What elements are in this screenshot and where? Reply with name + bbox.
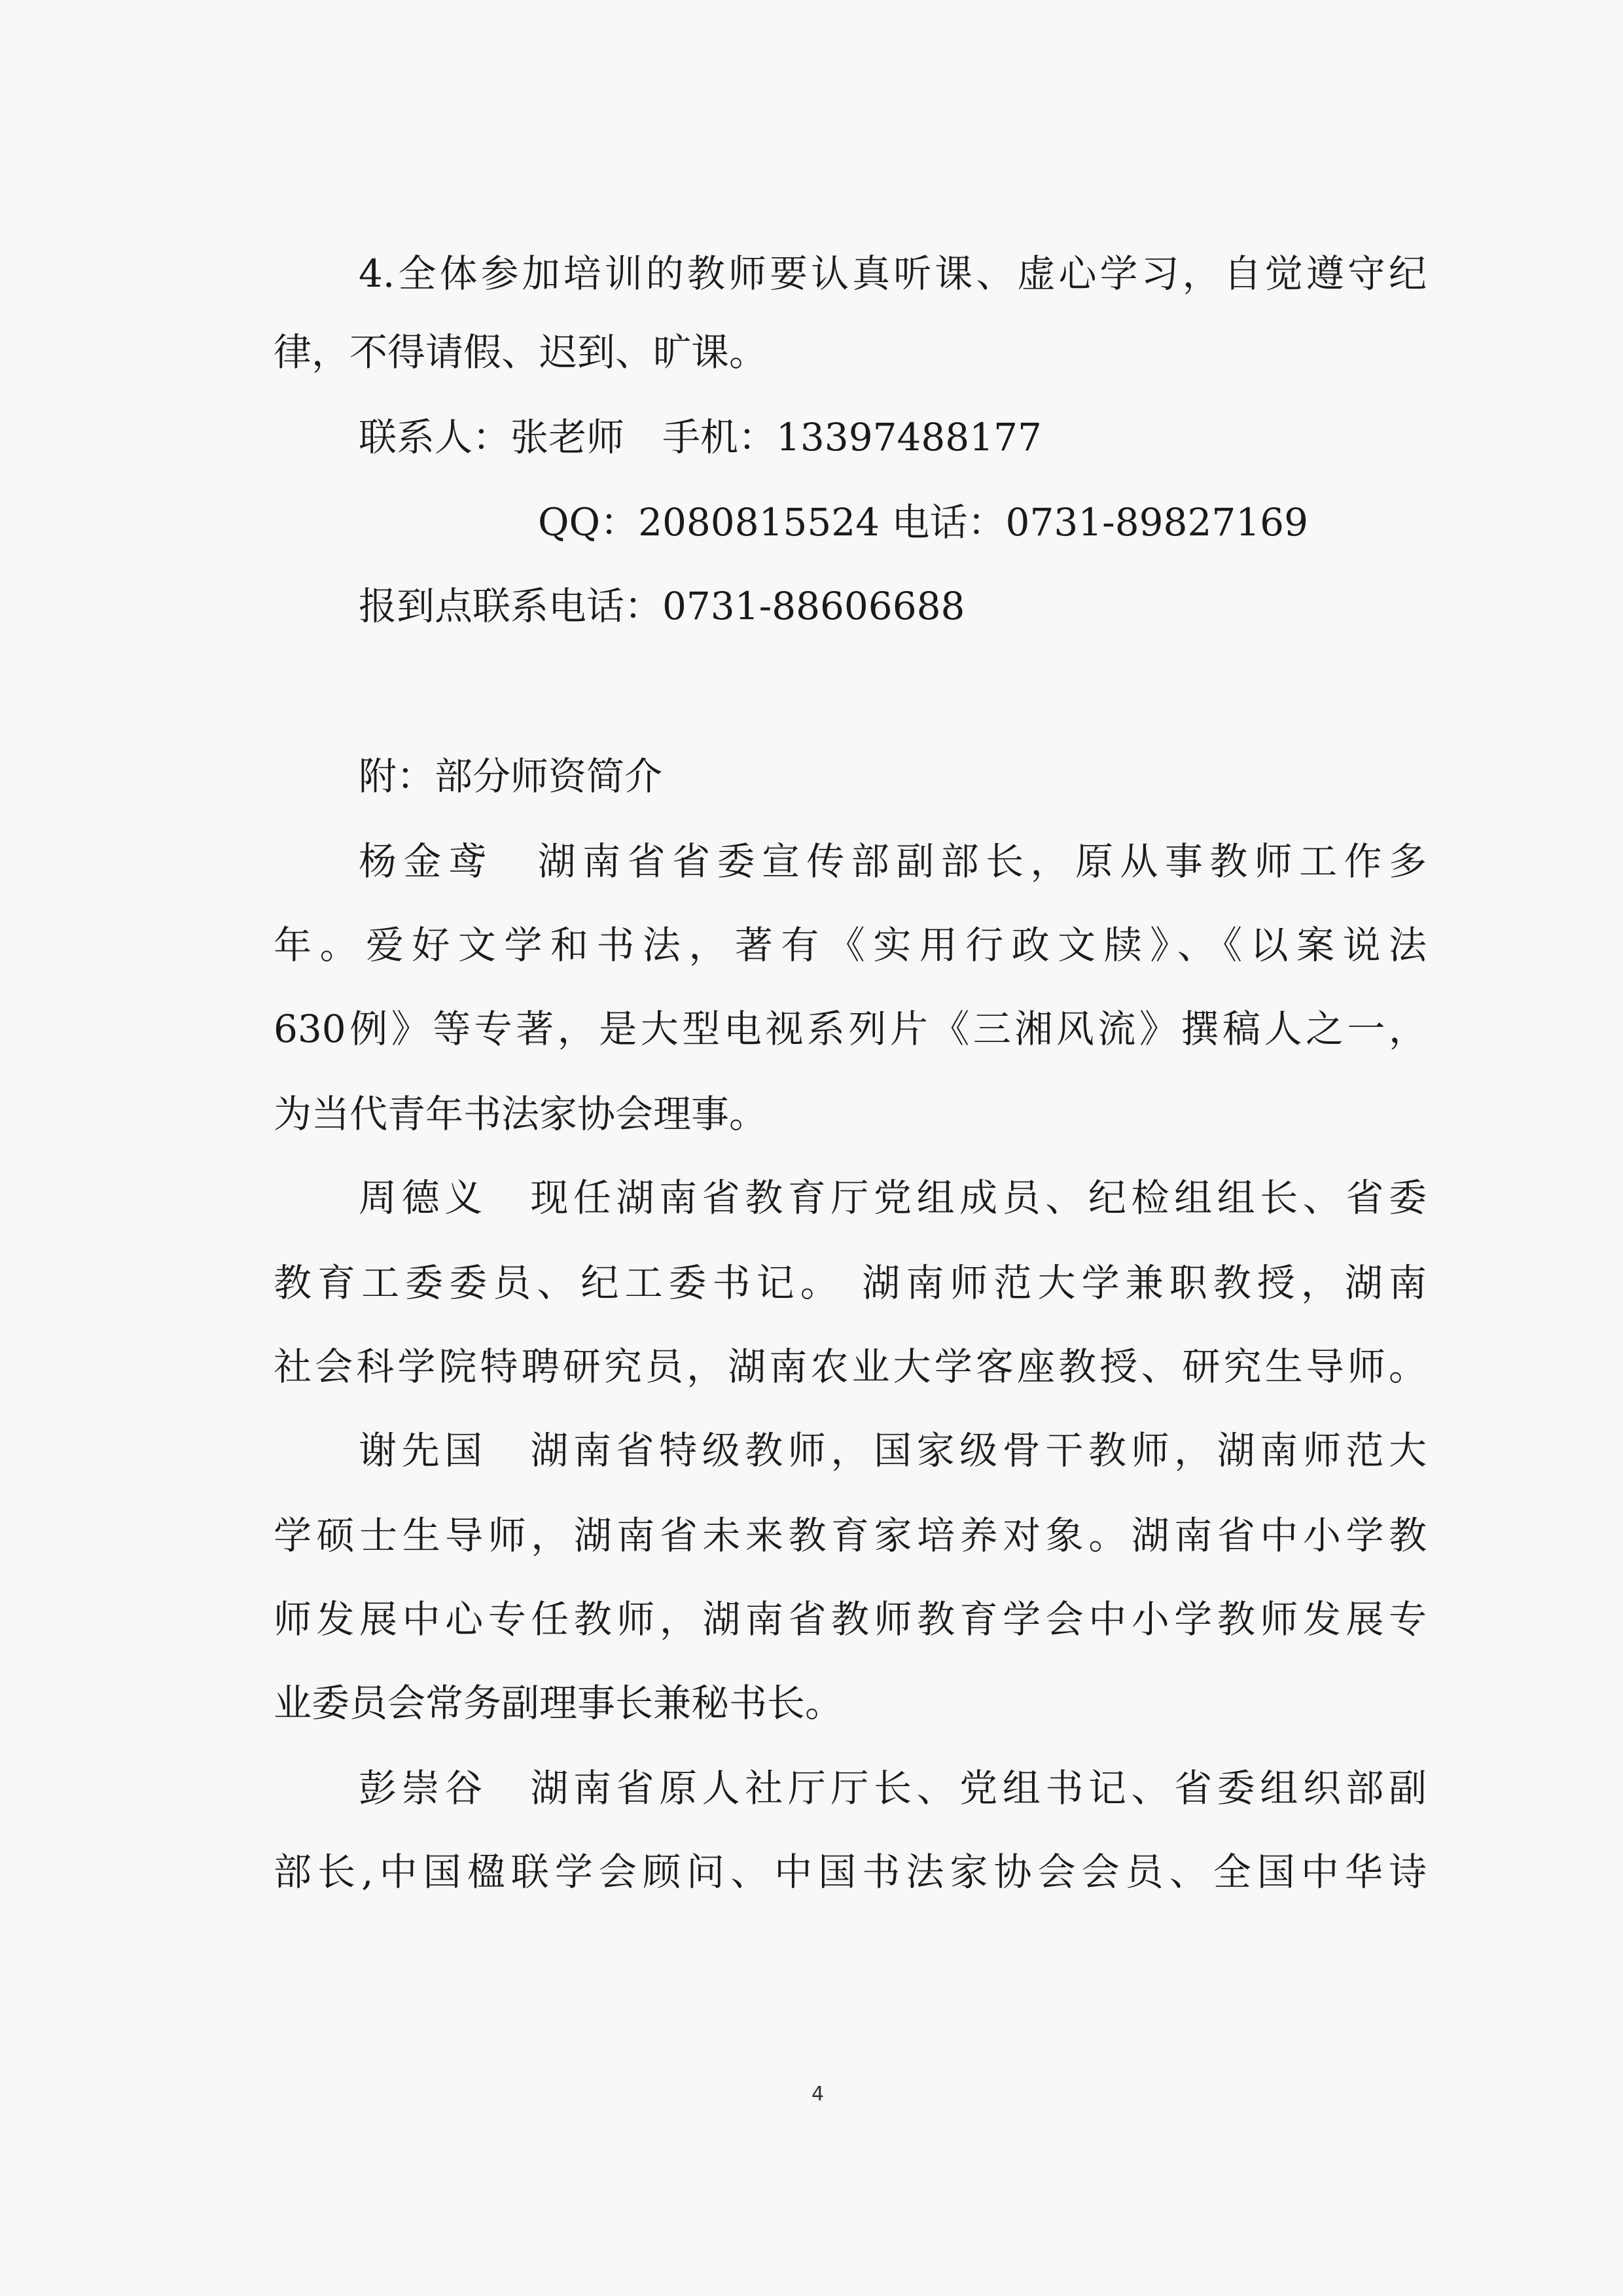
appendix-heading: 附：部分师资简介 — [359, 754, 663, 798]
check-in-phone-line: 报到点联系电话：0731-88606688 — [359, 584, 965, 628]
notice-item-4-line-1: 4.全体参加培训的教师要认真听课、虚心学习，自觉遵守纪 — [359, 251, 1427, 296]
bio-zhou-line-3: 社会科学院特聘研究员，湖南农业大学客座教授、研究生导师。 — [274, 1344, 1427, 1389]
bio-yang-line-4: 为当代青年书法家协会理事。 — [274, 1092, 768, 1136]
notice-item-4-line-2: 律，不得请假、迟到、旷课。 — [274, 330, 768, 374]
bio-zhou-line-2: 教育工委委员、纪工委书记。 湖南师范大学兼职教授，湖南 — [274, 1261, 1427, 1305]
bio-peng-line-2: 部长,中国楹联学会顾问、中国书法家协会会员、全国中华诗 — [274, 1850, 1427, 1894]
bio-yang-line-1: 杨金鸢 湖南省省委宣传部副部长，原从事教师工作多 — [359, 839, 1427, 884]
bio-xie-line-3: 师发展中心专任教师，湖南省教师教育学会中小学教师发展专 — [274, 1597, 1427, 1641]
bio-xie-line-1: 谢先国 湖南省特级教师，国家级骨干教师，湖南师范大 — [359, 1428, 1427, 1473]
bio-peng-line-1: 彭崇谷 湖南省原人社厅厅长、党组书记、省委组织部副 — [359, 1766, 1427, 1810]
contact-person-line: 联系人：张老师 手机：13397488177 — [359, 415, 1042, 459]
page-number: 4 — [812, 2083, 825, 2106]
bio-yang-line-3: 630例》等专著，是大型电视系列片《三湘风流》撰稿人之一， — [274, 1007, 1427, 1051]
bio-xie-line-4: 业委员会常务副理事长兼秘书长。 — [274, 1681, 844, 1725]
bio-yang-line-2: 年。爱好文学和书法，著有《实用行政文牍》、《以案说法 — [274, 923, 1427, 967]
contact-qq-phone-line: QQ：2080815524 电话：0731-89827169 — [538, 500, 1308, 545]
bio-zhou-line-1: 周德义 现任湖南省教育厅党组成员、纪检组组长、省委 — [359, 1175, 1427, 1220]
bio-xie-line-2: 学硕士生导师，湖南省未来教育家培养对象。湖南省中小学教 — [274, 1513, 1427, 1558]
